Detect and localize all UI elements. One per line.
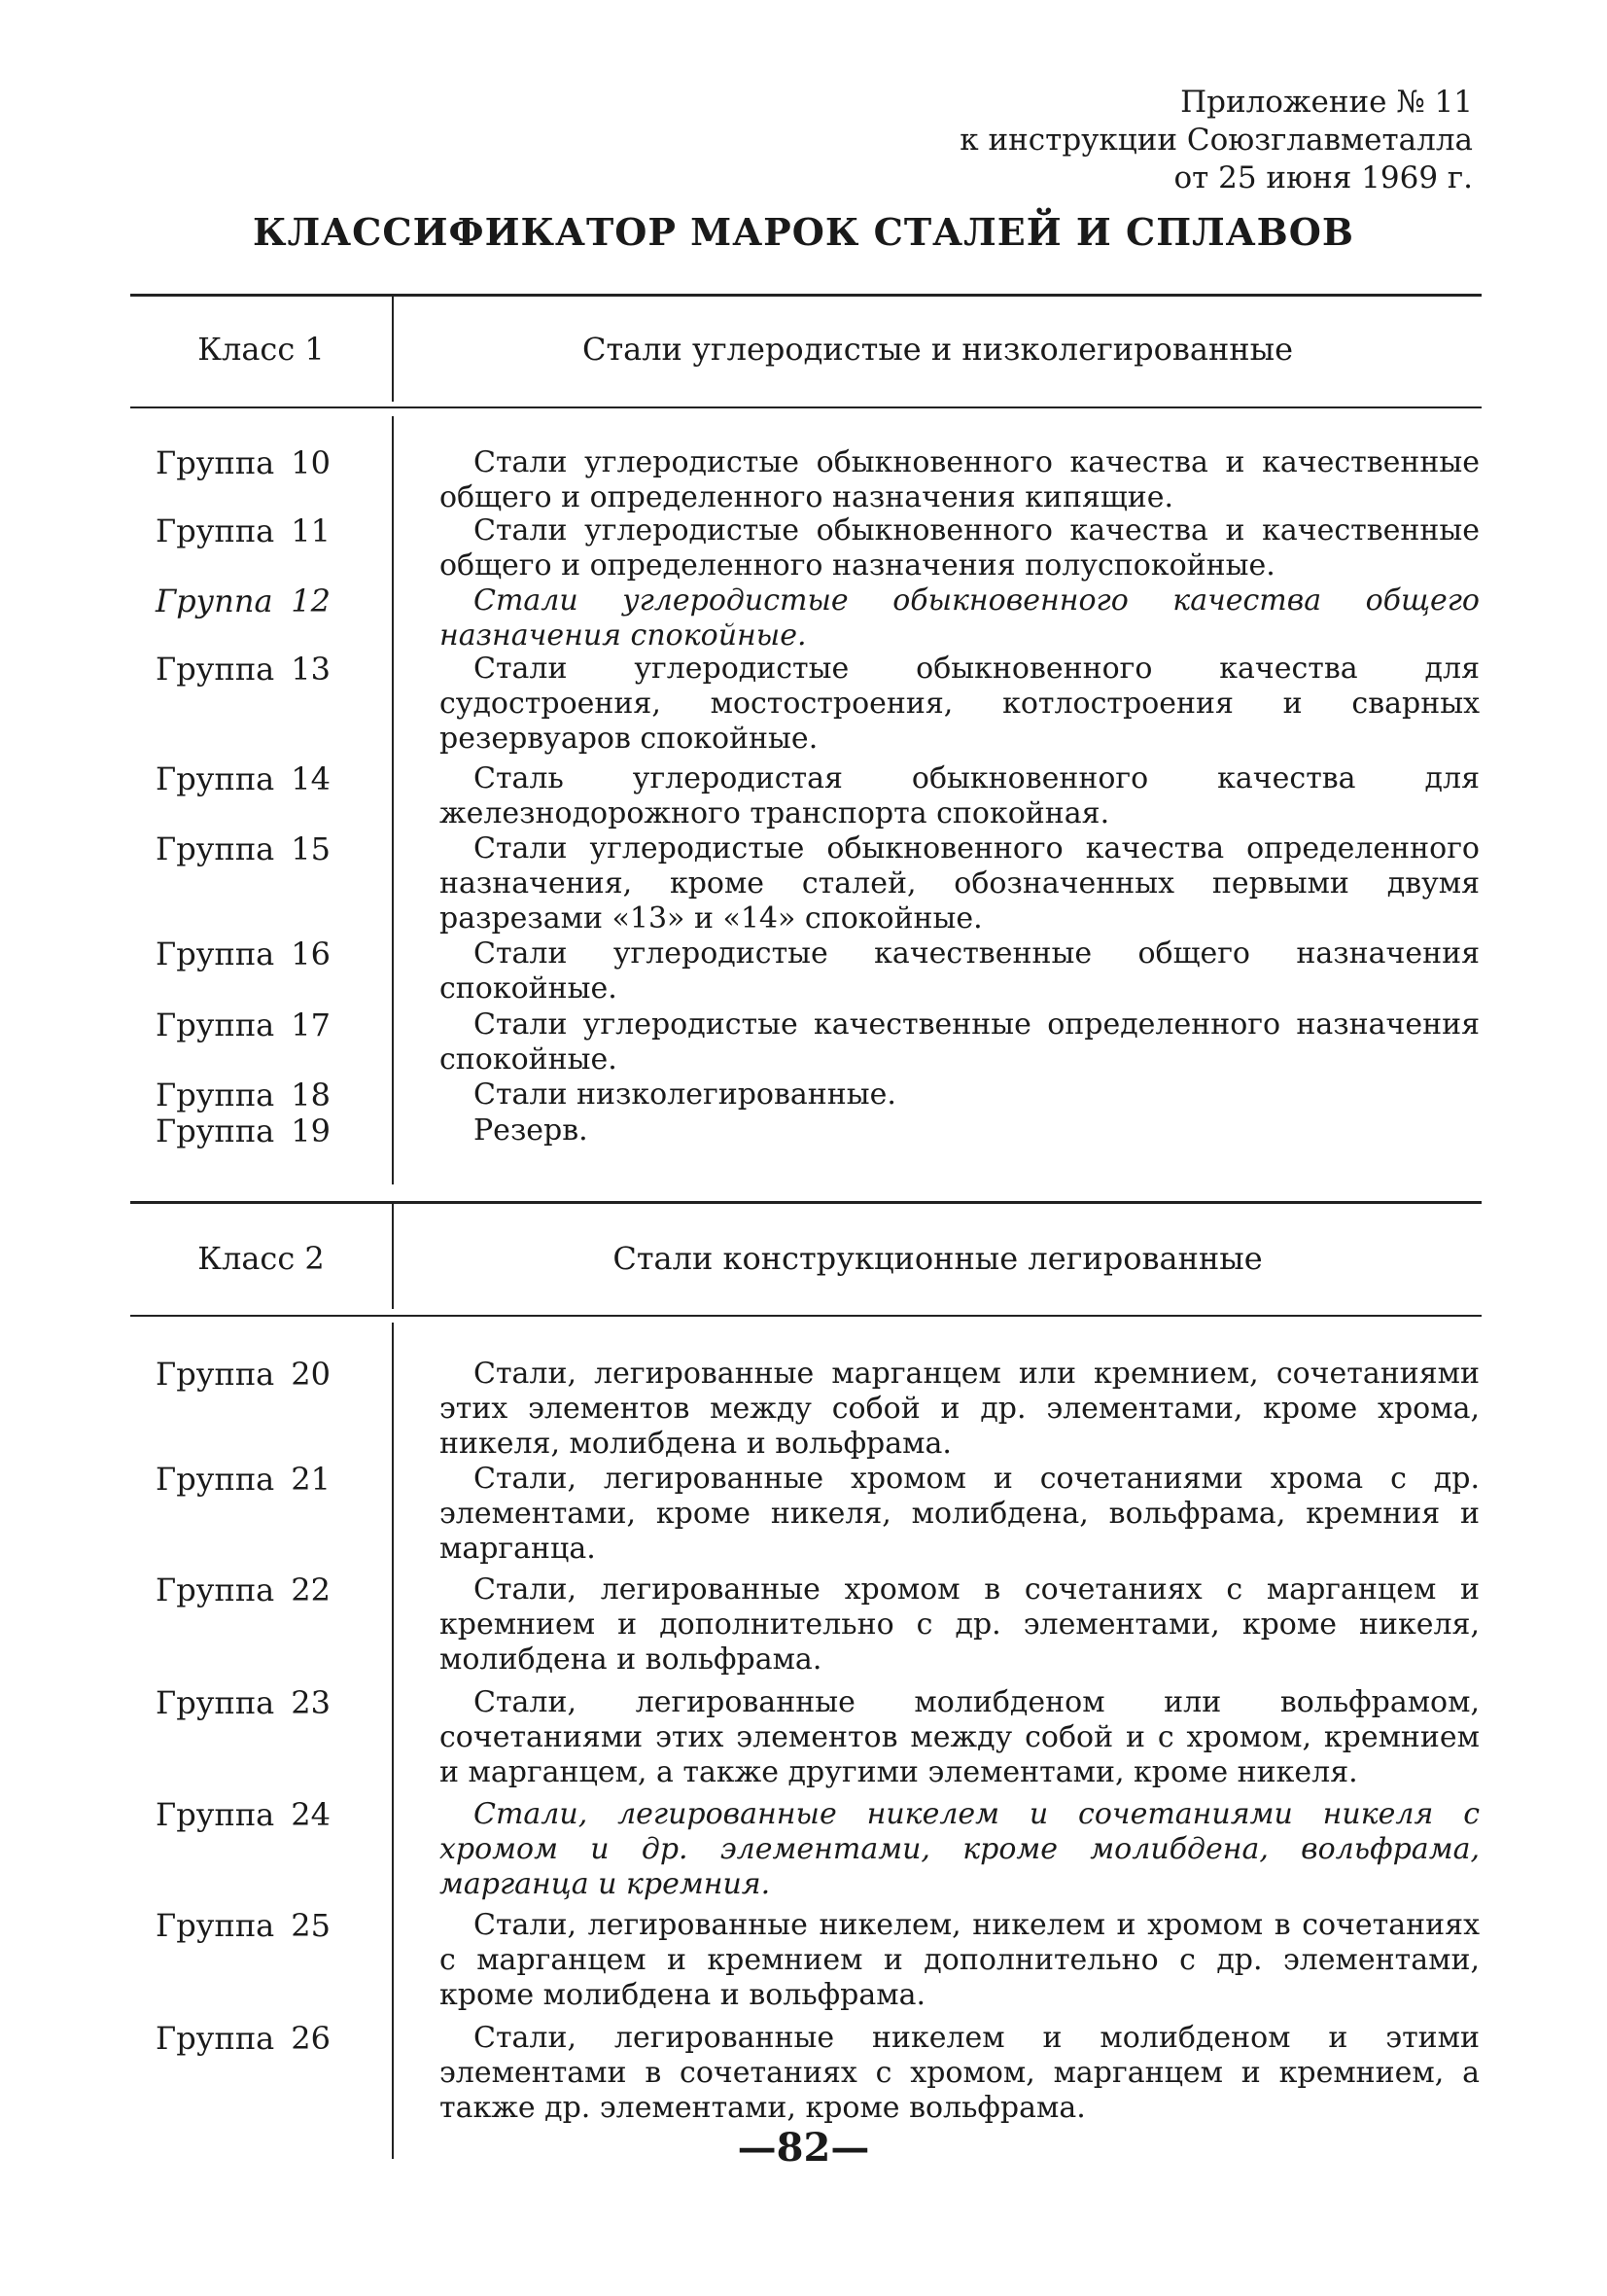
group-10-description: Стали углеродистые обыкновенного качества и качественные общего и определенного назначения кипящие. <box>439 445 1480 514</box>
table-rule <box>130 1201 1482 1204</box>
appendix-note <box>960 84 1473 197</box>
group-label: Группа 12 <box>156 583 331 619</box>
group-17-description: Стали углеродистые качественные определенного назначения спокойные. <box>439 1007 1480 1077</box>
group-24-description: Стали, легированные никелем и сочетаниями никеля с хромом и др. элементами, кроме молибдена, вольфрама, марганца и кремния. <box>439 1797 1480 1901</box>
group-11-description: Стали углеродистые обыкновенного качества и качественные общего и определенного назначения полуспокойные. <box>439 513 1480 583</box>
group-12-description: Стали углеродистые обыкновенного качества общего назначения спокойные. <box>439 583 1480 653</box>
group-label: Группа 25 <box>156 1907 331 1944</box>
group-label: Группа 21 <box>156 1461 331 1498</box>
table-rule <box>130 294 1482 297</box>
group-label: Группа 17 <box>156 1007 331 1043</box>
group-label: Группа 23 <box>156 1684 331 1721</box>
class-1-label: Класс 1 <box>197 331 325 368</box>
group-label: Группа 22 <box>156 1572 331 1608</box>
group-label: Группа 15 <box>156 830 331 867</box>
group-15-description: Стали углеродистые обыкновенного качества определенного назначения, кроме сталей, обозначенных первыми двумя разрезами «13» и «14» спокойные. <box>439 831 1480 936</box>
column-divider <box>392 1323 394 2159</box>
appendix-line-1: Приложение № 11 <box>1180 85 1473 120</box>
group-26-description: Стали, легированные никелем и молибденом и этими элементами в сочетаниях с хромом, марганцем и кремнием, а также др. элементами, кроме вольфрама. <box>439 2021 1480 2125</box>
group-label: Группа 10 <box>156 444 331 481</box>
group-label: Группа 16 <box>156 936 331 972</box>
group-label: Группа 19 <box>156 1113 331 1149</box>
column-divider <box>392 416 394 1184</box>
appendix-line-3: от 25 июня 1969 г. <box>1173 160 1473 195</box>
page-title: КЛАССИФИКАТОР МАРОК СТАЛЕЙ И СПЛАВОВ <box>253 210 1354 254</box>
group-23-description: Стали, легированные молибденом или вольфрамом, сочетаниями этих элементов между собой и с хромом, кремнием и марганцем, а также другими элементами, кроме никеля. <box>439 1685 1480 1789</box>
group-20-description: Стали, легированные марганцем или кремнием, сочетаниями этих элементов между собой и др. элементами, кроме хрома, никеля, молибдена и вольфрама. <box>439 1357 1480 1461</box>
page-number: —82— <box>737 2125 870 2171</box>
group-21-description: Стали, легированные хромом и сочетаниями хрома с др. элементами, кроме никеля, молибдена, вольфрама, кремния и марганца. <box>439 1462 1480 1566</box>
group-label: Группа 13 <box>156 651 331 688</box>
group-label: Группа 11 <box>156 512 331 549</box>
group-16-description: Стали углеродистые качественные общего назначения спокойные. <box>439 936 1480 1006</box>
class-2-label: Класс 2 <box>197 1240 325 1277</box>
group-18-description: Стали низколегированные. <box>473 1077 896 1112</box>
table-rule <box>130 406 1482 408</box>
class-1-title: Стали углеродистые и низколегированные <box>581 331 1294 368</box>
group-13-description: Стали углеродистые обыкновенного качества для судостроения, мостостроения, котлостроения и сварных резервуаров спокойные. <box>439 652 1480 756</box>
group-label: Группа 20 <box>156 1356 331 1393</box>
group-22-description: Стали, легированные хромом в сочетаниях с марганцем и кремнием и дополнительно с др. элементами, кроме никеля, молибдена и вольфрама. <box>439 1572 1480 1677</box>
group-label: Группа 26 <box>156 2020 331 2057</box>
group-label: Группа 24 <box>156 1796 331 1833</box>
class-2-title: Стали конструкционные легированные <box>612 1240 1263 1277</box>
group-label: Группа 18 <box>156 1077 331 1113</box>
group-25-description: Стали, легированные никелем, никелем и хромом в сочетаниях с марганцем и кремнием и дополнительно с др. элементами, кроме молибдена и вольфрама. <box>439 1908 1480 2012</box>
group-19-description: Резерв. <box>473 1113 588 1148</box>
group-14-description: Сталь углеродистая обыкновенного качества для железнодорожного транспорта спокойная. <box>439 761 1480 830</box>
group-label: Группа 14 <box>156 760 331 797</box>
table-rule <box>130 1315 1482 1317</box>
appendix-line-2: к инструкции Союзглавметалла <box>960 123 1473 158</box>
